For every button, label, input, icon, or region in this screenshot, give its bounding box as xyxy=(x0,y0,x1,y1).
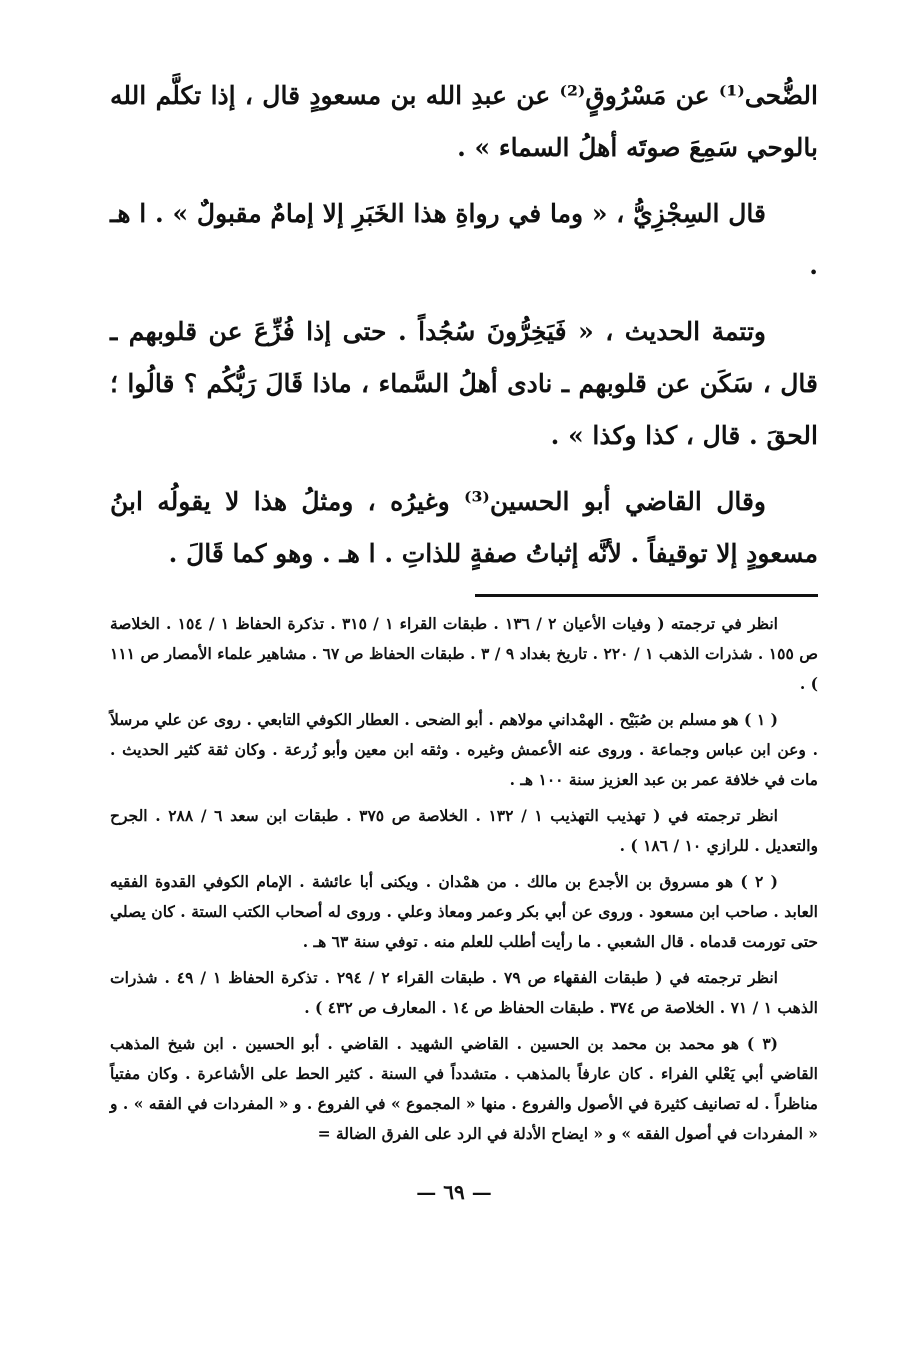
main-paragraph-2: قال السِجْزِيُّ ، « وما في رواةِ هذا الخَبَرِ إلا إمامٌ مقبولٌ » . ا هـ . xyxy=(110,199,818,280)
footnote-1: ( ١ ) هو مسلم بن صُبَيْح . الهمْداني مولاهم . أبو الضحى . العطار الكوفي التابعي . روى عن علي مرسلاً . وعن ابن عباس وجماعة . وروى عنه الأعمش وغيره . وثقه ابن معين وأبو زُرعة . وكان ثقة كثير الحديث . مات في خلافة عمر بن عبد العزيز سنة ١٠٠ هـ . xyxy=(110,710,818,789)
footnote-sources-2: انظر ترجمته في ( طبقات الفقهاء ص ٧٩ . طبقات القراء ٢ / ٢٩٤ . تذكرة الحفاظ ١ / ٤٩ . شذرات الذهب ١ / ٧١ . الخلاصة ص ٣٧٤ . طبقات الحفاظ ص ١٤ . المعارف ص ٤٣٢ ) . xyxy=(110,968,818,1017)
footnote-sources-1: انظر ترجمته في ( تهذيب التهذيب ١ / ١٣٢ . الخلاصة ص ٣٧٥ . طبقات ابن سعد ٦ / ٢٨٨ . الجرح والتعديل . للرازي ١٠ / ١٨٦ ) . xyxy=(110,806,818,855)
footnote-sources-0: انظر في ترجمته ( وفيات الأعيان ٢ / ١٣٦ . طبقات القراء ١ / ٣١٥ . تذكرة الحفاظ ١ / ١٥٤ . الخلاصة ص ١٥٥ . شذرات الذهب ١ / ٢٢٠ . تاريخ بغداد ٩ / ٣ . طبقات الحفاظ ص ٦٧ . مشاهير علماء الأمصار ص ١١١ ) . xyxy=(110,614,818,693)
main-paragraph-4: وقال القاضي أبو الحسين⁽³⁾ وغيرُه ، ومثلُ هذا لا يقولُه ابنُ مسعودٍ إلا توقيفاً . لأنَّه إثباتُ صفةٍ للذاتِ . ا هـ . وهو كما قَالَ . xyxy=(110,487,818,568)
footnote-separator xyxy=(475,594,818,597)
main-paragraph-1: الضُّحى⁽¹⁾ عن مَسْرُوقٍ⁽²⁾ عن عبدِ الله بن مسعودٍ قال ، إذا تكلَّم الله بالوحي سَمِعَ صوتَه أهلُ السماء » . xyxy=(110,81,818,162)
footnotes xyxy=(110,609,818,1149)
page-number: — ٦٩ — xyxy=(416,1180,492,1204)
main-paragraph-3: وتتمة الحديث ، « فَيَخِرُّونَ سُجُداً . حتى إذا فُزِّعَ عن قلوبهم ـ قال ، سَكَن عن قلوبهم ـ نادى أهلُ السَّماء ، ماذا قَالَ رَبُّكُم ؟ قالُوا ؛ الحقَ . قال ، كذا وكذا » . xyxy=(110,317,818,450)
main-text xyxy=(110,70,818,580)
footnote-2: ( ٢ ) هو مسروق بن الأجدع بن مالك . من همْدان . ويكنى أبا عائشة . الإمام الكوفي القدوة الفقيه العابد . صاحب ابن مسعود . وروى عن أبي بكر وعمر ومعاذ وعلي . وروى له أصحاب الكتب الستة . كان يصلي حتى تورمت قدماه . قال الشعبي . ما رأيت أطلب للعلم منه . توفي سنة ٦٣ هـ . xyxy=(110,872,818,951)
footnote-3: (٣ ) هو محمد بن محمد بن الحسين . القاضي الشهيد . القاضي . أبو الحسين . ابن شيخ المذهب القاضي أبي يَعْلي الفراء . كان عارفاً بالمذهب . متشدداً في السنة . كثير الحط على الأشاعرة . وكان مفتياً مناظراً . له تصانيف كثيرة في الأصول والفروع . منها « المجموع » في الفروع . و « المفردات في الفقه » . و « المفردات في أصول الفقه » و « ايضاح الأدلة في الرد على الفرق الضالة = xyxy=(110,1034,818,1143)
